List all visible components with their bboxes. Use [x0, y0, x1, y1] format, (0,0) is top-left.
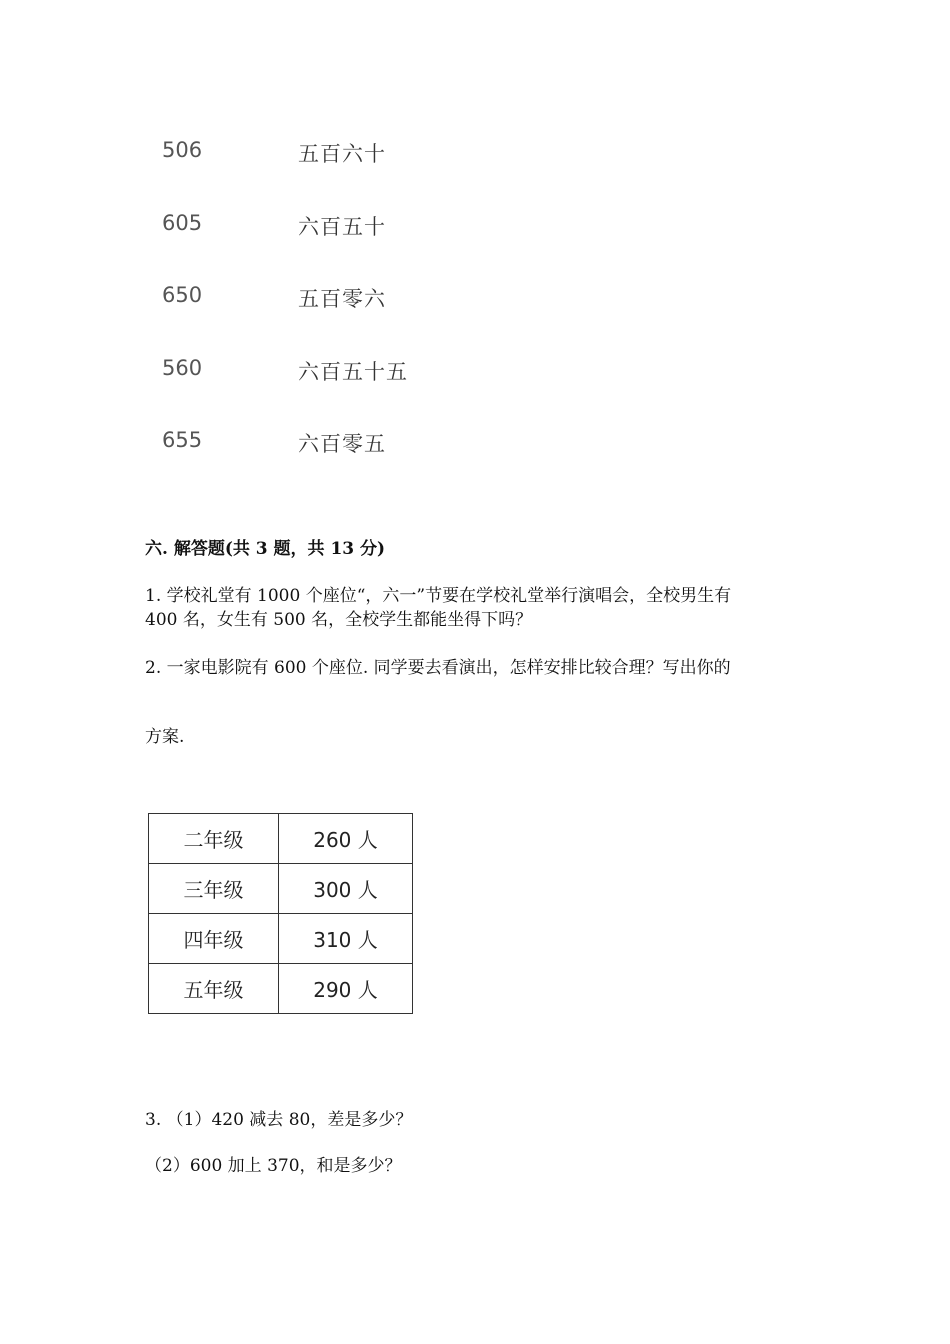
matching-row — [0, 138, 950, 178]
matching-word: 五百零六 — [298, 287, 386, 311]
question-2-line-2: 方案. — [145, 727, 185, 747]
count-cell: 300 人 — [279, 864, 413, 914]
matching-row — [0, 428, 950, 468]
section-heading: 六. 解答题(共 3 题，共 13 分) — [145, 539, 386, 559]
matching-row — [0, 356, 950, 396]
count-cell: 290 人 — [279, 964, 413, 1014]
matching-row — [0, 211, 950, 251]
matching-word: 六百五十五 — [298, 360, 408, 384]
count-cell: 260 人 — [279, 814, 413, 864]
table-row — [149, 914, 413, 964]
matching-number: 560 — [162, 356, 203, 380]
grade-cell: 四年级 — [149, 914, 279, 964]
matching-number: 655 — [162, 428, 203, 452]
table-row — [149, 814, 413, 864]
grade-cell: 二年级 — [149, 814, 279, 864]
question-3-line-2: （2）600 加上 370，和是多少？ — [145, 1156, 402, 1176]
table-row — [149, 964, 413, 1014]
grade-cell: 五年级 — [149, 964, 279, 1014]
grade-table — [148, 813, 413, 1014]
matching-word: 六百零五 — [298, 432, 386, 456]
question-2-line-1: 2. 一家电影院有 600 个座位. 同学要去看演出，怎样安排比较合理？写出你的 — [145, 658, 731, 678]
matching-number: 605 — [162, 211, 203, 235]
matching-word: 五百六十 — [298, 142, 386, 166]
count-cell: 310 人 — [279, 914, 413, 964]
matching-word: 六百五十 — [298, 215, 386, 239]
table-row — [149, 864, 413, 914]
question-1-line-2: 400 名，女生有 500 名，全校学生都能坐得下吗？ — [145, 610, 533, 630]
matching-row — [0, 283, 950, 323]
matching-number: 650 — [162, 283, 203, 307]
matching-number: 506 — [162, 138, 203, 162]
grade-cell: 三年级 — [149, 864, 279, 914]
question-3-line-1: 3. （1）420 减去 80，差是多少？ — [145, 1110, 413, 1130]
question-1-line-1: 1. 学校礼堂有 1000 个座位“，六一”节要在学校礼堂举行演唱会，全校男生有 — [145, 586, 732, 606]
